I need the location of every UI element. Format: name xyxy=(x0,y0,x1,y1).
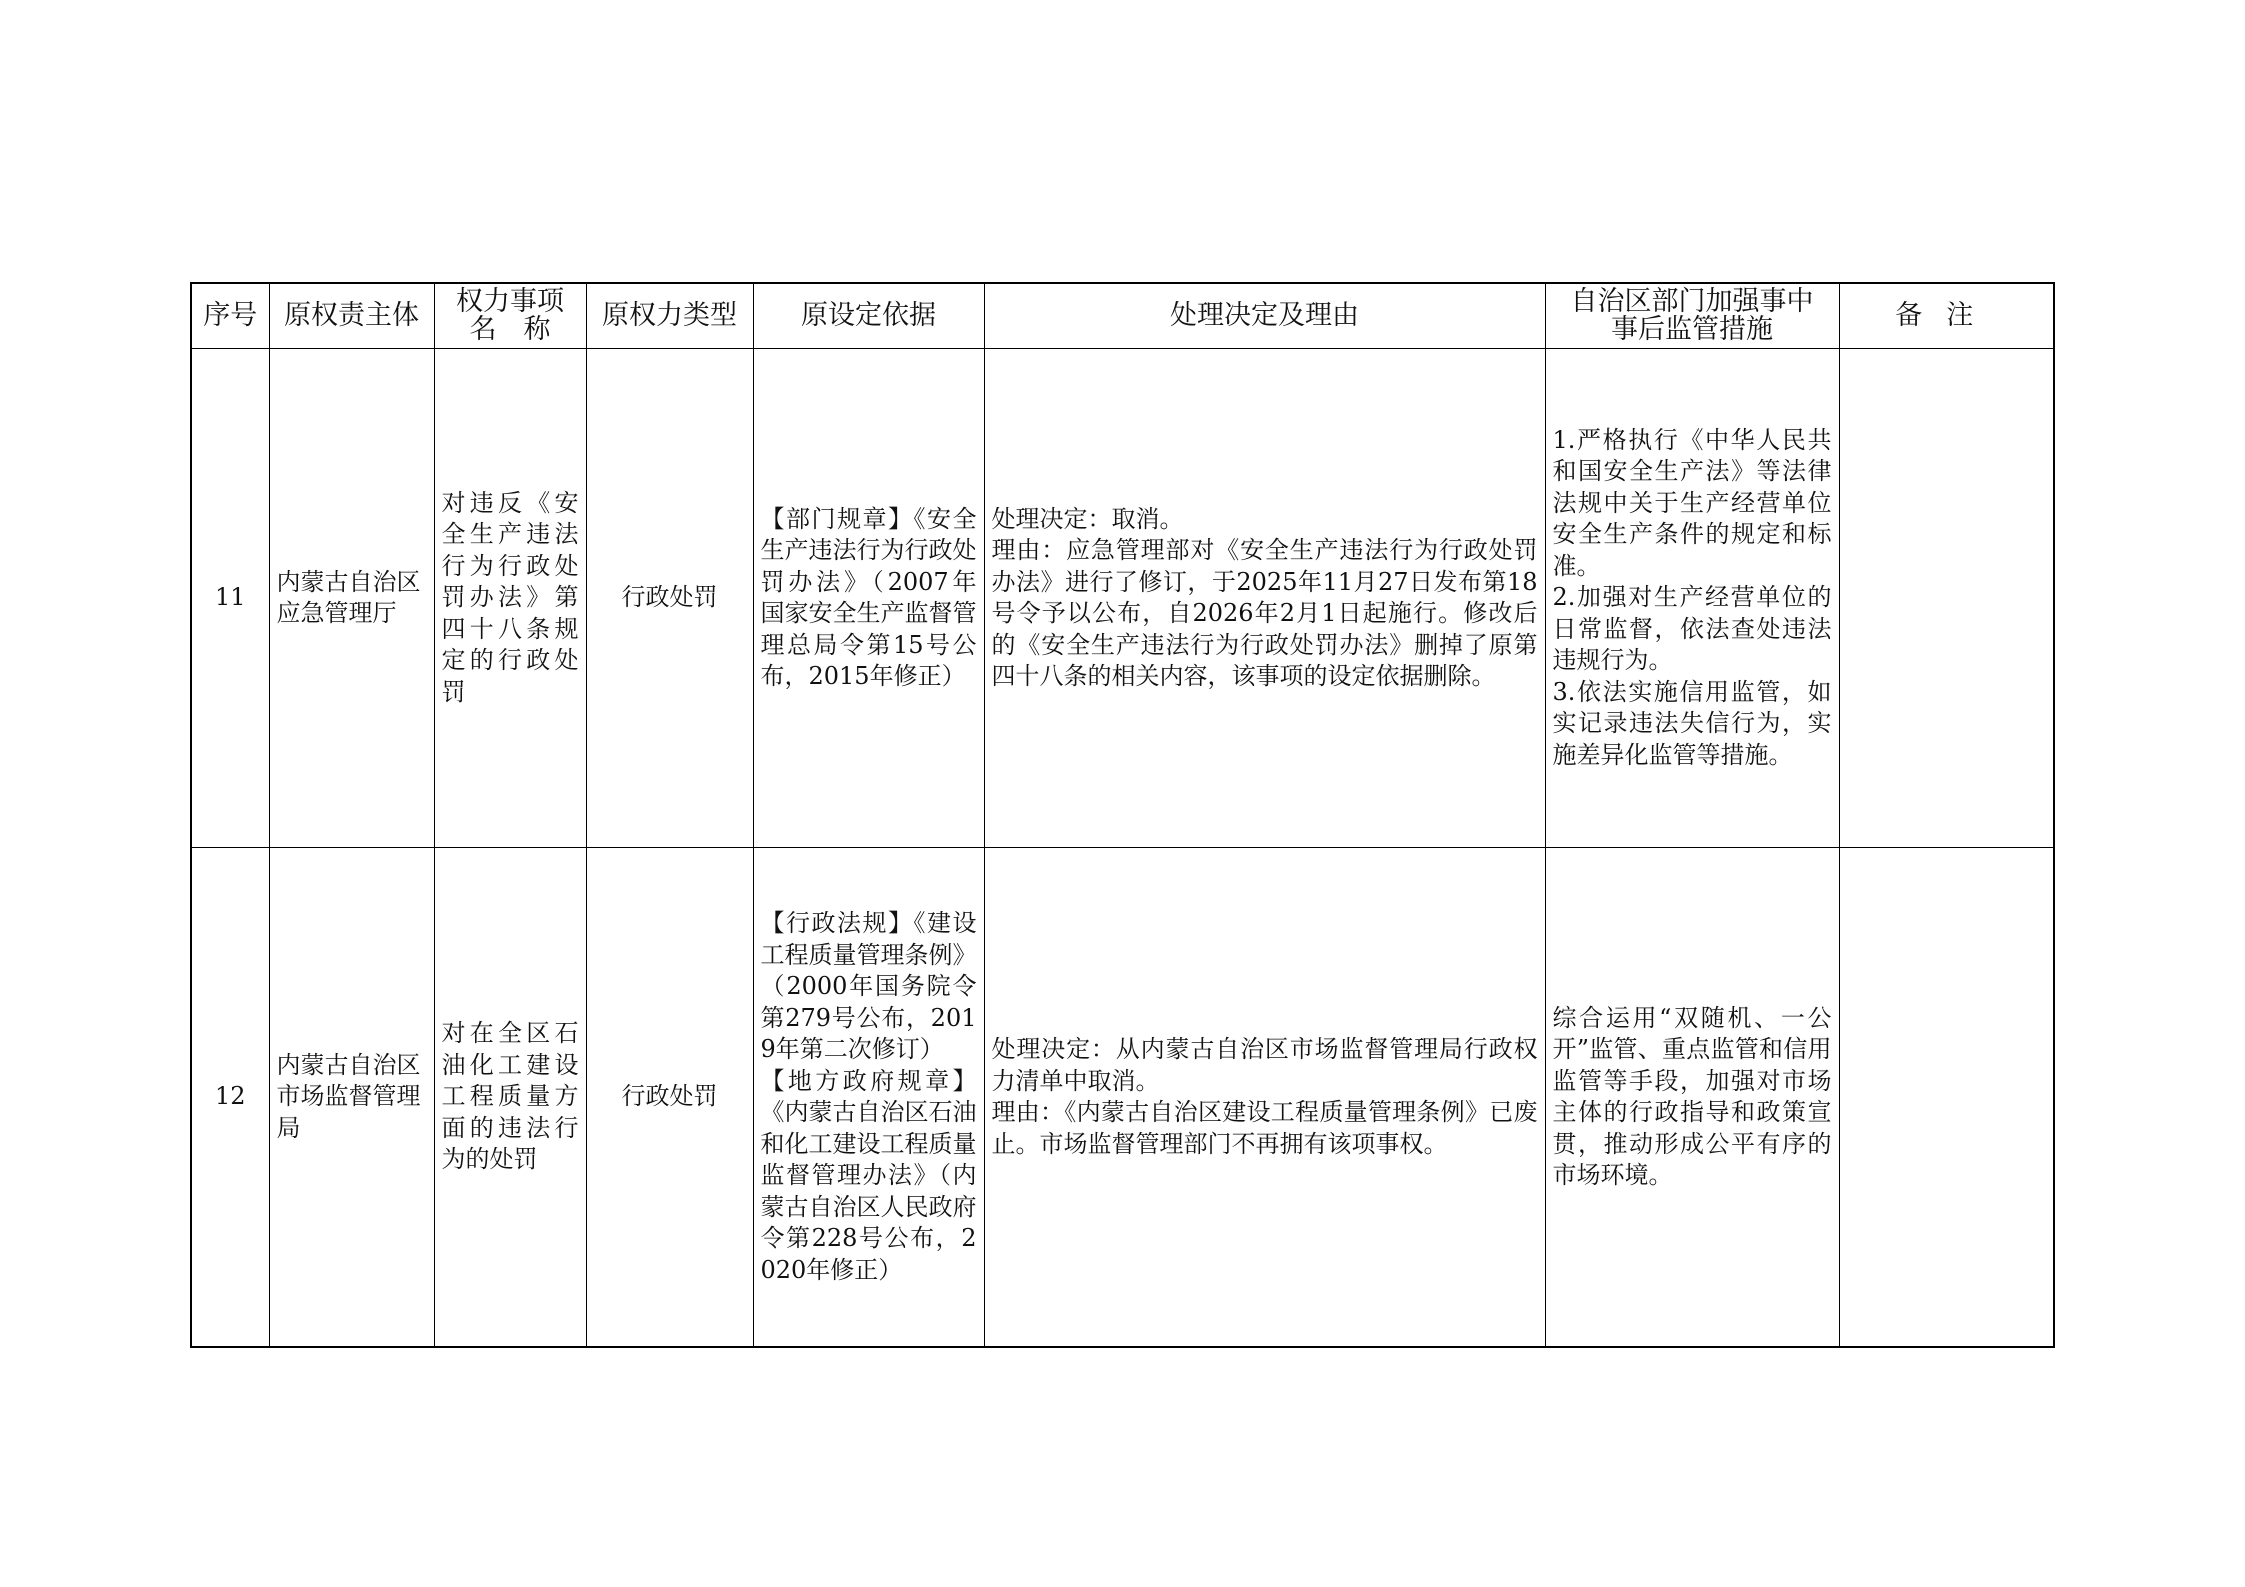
cell-measures xyxy=(1545,349,1839,848)
header-decision: 处理决定及理由 xyxy=(984,283,1545,349)
header-item-name-line2: 名 称 xyxy=(469,314,551,345)
header-measures xyxy=(1545,283,1839,349)
cell-power-type: 行政处罚 xyxy=(586,349,753,848)
header-measures-line1: 自治区部门加强事中 xyxy=(1570,286,1814,317)
reason-text: 理由：《内蒙古自治区建设工程质量管理条例》已废止。市场监督管理部门不再拥有该项事权。 xyxy=(991,1098,1538,1158)
cell-subject: 内蒙古自治区市场监督管理局 xyxy=(269,848,434,1348)
decision-text: 处理决定：取消。 xyxy=(991,504,1184,533)
cell-basis xyxy=(753,349,984,848)
cell-measures xyxy=(1545,848,1839,1348)
basis-entry: 【地方政府规章】《内蒙古自治区石油和化工建设工程质量监督管理办法》（内蒙古自治区人民政府令第228号公布，2020年修正） xyxy=(760,1066,977,1284)
header-remark-label: 备注 xyxy=(1895,300,1998,331)
reason-text: 理由：应急管理部对《安全生产违法行为行政处罚办法》进行了修订，于2025年11月27日发布第18号令予以公布，自2026年2月1日起施行。修改后的《安全生产违法行为行政处罚办法》删掉了原第四十八条的相关内容，该事项的设定依据删除。 xyxy=(991,536,1538,690)
header-power-type: 原权力类型 xyxy=(586,283,753,349)
cell-item-name: 对在全区石油化工建设工程质量方面的违法行为的处罚 xyxy=(434,848,586,1348)
measure-item: 3.依法实施信用监管，如实记录违法失信行为，实施差异化监管等措施。 xyxy=(1552,677,1832,769)
header-item-name xyxy=(434,283,586,349)
basis-entry: 【部门规章】《安全生产违法行为行政处罚办法》（2007年国家安全生产监督管理总局令第15号公布，2015年修正） xyxy=(760,504,977,690)
cell-decision xyxy=(984,848,1545,1348)
header-basis: 原设定依据 xyxy=(753,283,984,349)
measure-item: 1.严格执行《中华人民共和国安全生产法》等法律法规中关于生产经营单位安全生产条件的规定和标准。 xyxy=(1552,425,1832,580)
cell-seq: 11 xyxy=(191,349,269,848)
table-row xyxy=(191,848,2054,1348)
header-subject: 原权责主体 xyxy=(269,283,434,349)
cell-remark xyxy=(1839,349,2054,848)
header-measures-line2: 事后监管措施 xyxy=(1611,314,1773,345)
basis-entry: 【行政法规】《建设工程质量管理条例》（2000年国务院令第279号公布，2019年第二次修订） xyxy=(760,909,977,1063)
measure-item: 2.加强对生产经营单位的日常监督，依法查处违法违规行为。 xyxy=(1552,583,1832,675)
decision-text: 处理决定：从内蒙古自治区市场监督管理局行政权力清单中取消。 xyxy=(991,1035,1538,1095)
header-seq: 序号 xyxy=(191,283,269,349)
power-list-table xyxy=(190,282,2055,1348)
table-row xyxy=(191,349,2054,848)
header-row xyxy=(191,283,2054,349)
header-remark xyxy=(1839,283,2054,349)
cell-item-name: 对违反《安全生产违法行为行政处罚办法》第四十八条规定的行政处罚 xyxy=(434,349,586,848)
cell-decision xyxy=(984,349,1545,848)
cell-power-type: 行政处罚 xyxy=(586,848,753,1348)
measure-item: 综合运用“双随机、一公开”监管、重点监管和信用监管等手段，加强对市场主体的行政指导和政策宣贯，推动形成公平有序的市场环境。 xyxy=(1552,1003,1832,1189)
cell-seq: 12 xyxy=(191,848,269,1348)
cell-subject: 内蒙古自治区应急管理厅 xyxy=(269,349,434,848)
cell-basis xyxy=(753,848,984,1348)
header-item-name-line1: 权力事项 xyxy=(456,286,564,317)
cell-remark xyxy=(1839,848,2054,1348)
